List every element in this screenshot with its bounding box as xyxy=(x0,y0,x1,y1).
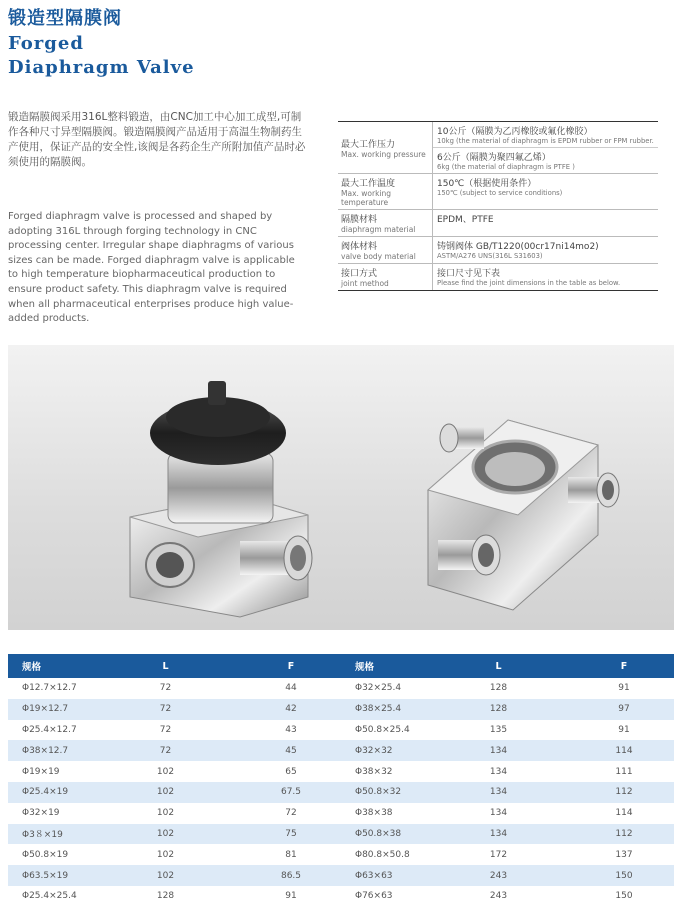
valve-illustration xyxy=(8,345,674,630)
f-cell: 111 xyxy=(615,766,633,777)
spec-cell: Φ19×12.7 xyxy=(8,699,90,720)
spec-label-cn: 接口方式 xyxy=(341,269,378,279)
f-cell: 44 xyxy=(285,683,297,694)
table-row xyxy=(8,699,674,720)
l-cell: 134 xyxy=(423,782,574,803)
f-cell: 81 xyxy=(285,849,297,860)
col-header-f: F xyxy=(241,654,341,678)
spec-value-item xyxy=(433,147,658,173)
spec-cell: Φ12.7×12.7 xyxy=(22,683,77,694)
page-title-cn: 锻造型隔膜阀 xyxy=(8,8,122,29)
f-cell: 114 xyxy=(615,808,633,819)
l-cell: 135 xyxy=(489,724,508,735)
spec-label-cn: 隔膜材料 xyxy=(341,215,378,225)
spec-cell: Φ25.4×25.4 xyxy=(22,891,77,902)
spec-value-item xyxy=(433,237,658,262)
spec-row xyxy=(338,264,658,290)
spec-cell: Φ63×63 xyxy=(341,865,423,886)
spec-value-en: Please find the joint dimensions in the table as below. xyxy=(437,279,621,287)
spec-label xyxy=(338,210,432,236)
col-header-f-2: F xyxy=(574,654,674,678)
forged-valve-body xyxy=(428,420,619,610)
spec-value-cn: 150℃（根据使用条件） xyxy=(437,179,537,189)
description-cn: 锻造隔膜阀采用316L整料锻造，由CNC加工中心加工成型,可制作各种尺寸异型隔膜阀。锻造隔膜阀产品适用于高温生物制药生产使用，保证产品的安全性,该阀是各药企生产所附加值产品时必须使用的隔膜阀。 xyxy=(8,111,306,168)
f-cell: 91 xyxy=(285,891,297,902)
l-cell: 102 xyxy=(90,824,241,845)
spec-value-cn: 接口尺寸见下表 xyxy=(437,269,501,279)
title-en-line2: Diaphragm Valve xyxy=(8,57,195,78)
table-row xyxy=(8,740,674,761)
table-row xyxy=(8,761,674,782)
table-row xyxy=(8,678,674,699)
spec-row xyxy=(338,210,658,237)
spec-value-en: 6kg (the material of diaphragm is PTFE ) xyxy=(437,163,575,171)
spec-cell: Φ25.4×12.7 xyxy=(22,724,77,735)
spec-cell: Φ80.8×50.8 xyxy=(355,849,410,860)
spec-value-en: 10kg (the material of diaphragm is EPDM rubber or FPM rubber. xyxy=(437,137,654,145)
spec-cell: Φ32×32 xyxy=(341,740,423,761)
spec-label-cn: 最大工作压力 xyxy=(341,139,396,150)
f-cell: 97 xyxy=(574,699,674,720)
spec-label-en: Max. working pressure xyxy=(341,149,426,159)
f-cell: 114 xyxy=(574,740,674,761)
spec-table xyxy=(338,121,658,291)
f-cell: 75 xyxy=(241,824,341,845)
spec-cell: Φ32×19 xyxy=(22,808,60,819)
f-cell: 150 xyxy=(615,891,633,902)
table-row xyxy=(8,782,674,803)
l-cell: 102 xyxy=(90,782,241,803)
l-cell: 134 xyxy=(423,824,574,845)
table-row xyxy=(8,865,674,886)
spec-row xyxy=(338,122,658,174)
spec-label-en: joint method xyxy=(341,279,389,288)
l-cell: 172 xyxy=(489,849,508,860)
spec-value-item xyxy=(433,210,658,227)
spec-label xyxy=(338,264,432,290)
col-header-l: L xyxy=(90,654,241,678)
f-cell: 91 xyxy=(618,724,630,735)
spec-cell: Φ32×25.4 xyxy=(355,683,402,694)
spec-value-item xyxy=(433,174,658,199)
col-header-spec-2: 规格 xyxy=(341,654,423,678)
f-cell: 150 xyxy=(574,865,674,886)
f-cell: 72 xyxy=(285,808,297,819)
dimension-table xyxy=(8,654,674,907)
f-cell: 65 xyxy=(285,766,297,777)
spec-value-cn: 10公斤（隔膜为乙丙橡胶或氟化橡胶） xyxy=(437,127,593,137)
spec-value xyxy=(432,122,658,173)
spec-label-en: Max. working temperature xyxy=(341,189,392,207)
spec-label-cn: 阀体材料 xyxy=(341,242,378,252)
f-cell: 91 xyxy=(618,683,630,694)
l-cell: 134 xyxy=(423,740,574,761)
spec-label xyxy=(338,237,432,263)
spec-cell: Φ25.4×19 xyxy=(8,782,90,803)
table-row xyxy=(8,824,674,845)
spec-value xyxy=(432,174,658,209)
description-en: Forged diaphragm valve is processed and shaped by adopting 316L through forging technology in CNC processing center. Irregular shape diaphragms of various sizes can be made. Forged diaphragm valve is applicable to high temperature biopharmaceutical production to ensure product safety. This diaphragm valve is required when all pharmaceutical enterprises produce high value-added products. xyxy=(8,211,295,325)
l-cell: 134 xyxy=(489,766,508,777)
spec-label-en: diaphragm material xyxy=(341,225,416,234)
spec-row xyxy=(338,237,658,264)
title-en-line1: Forged xyxy=(8,33,84,54)
col-header-spec: 规格 xyxy=(8,654,90,678)
col-header-l-2: L xyxy=(423,654,574,678)
f-cell: 86.5 xyxy=(241,865,341,886)
spec-value-item xyxy=(433,264,658,289)
f-cell: 67.5 xyxy=(241,782,341,803)
spec-value xyxy=(432,264,658,290)
table-row xyxy=(8,886,674,907)
l-cell: 128 xyxy=(156,891,175,902)
diaphragm-valve-assembled xyxy=(130,381,312,617)
spec-cell: Φ76×63 xyxy=(355,891,393,902)
f-cell: 45 xyxy=(241,740,341,761)
spec-value-cn: EPDM、PTFE xyxy=(437,215,494,225)
f-cell: 137 xyxy=(615,849,633,860)
spec-cell: Φ50.8×19 xyxy=(22,849,69,860)
table-row xyxy=(8,803,674,824)
spec-cell: Φ38×32 xyxy=(355,766,393,777)
l-cell: 72 xyxy=(159,683,172,694)
spec-row xyxy=(338,174,658,210)
l-cell: 72 xyxy=(90,699,241,720)
spec-cell: Φ50.8×38 xyxy=(341,824,423,845)
l-cell: 102 xyxy=(156,808,175,819)
spec-cell: Φ50.8×32 xyxy=(341,782,423,803)
table-row xyxy=(8,720,674,741)
spec-cell: Φ38×25.4 xyxy=(341,699,423,720)
table-header-row xyxy=(8,654,674,678)
l-cell: 128 xyxy=(423,699,574,720)
product-photo xyxy=(8,345,674,630)
l-cell: 243 xyxy=(489,891,508,902)
l-cell: 72 xyxy=(90,740,241,761)
table-row xyxy=(8,844,674,865)
spec-cell: Φ38×12.7 xyxy=(8,740,90,761)
spec-cell: Φ3８×19 xyxy=(8,824,90,845)
spec-label-cn: 最大工作温度 xyxy=(341,179,396,189)
l-cell: 243 xyxy=(423,865,574,886)
l-cell: 102 xyxy=(156,766,175,777)
l-cell: 128 xyxy=(489,683,508,694)
f-cell: 43 xyxy=(285,724,297,735)
spec-value xyxy=(432,210,658,236)
f-cell: 112 xyxy=(574,824,674,845)
spec-cell: Φ19×19 xyxy=(22,766,60,777)
spec-cell: Φ38×38 xyxy=(355,808,393,819)
spec-label-en: valve body material xyxy=(341,252,416,261)
spec-label xyxy=(338,174,432,209)
spec-value-cn: 铸钢阀体 GB/T1220(00cr17ni14mo2) xyxy=(437,242,599,252)
l-cell: 102 xyxy=(156,849,175,860)
spec-value-cn: 6公斤（隔膜为聚四氟乙烯） xyxy=(437,153,551,163)
spec-cell: Φ63.5×19 xyxy=(8,865,90,886)
spec-cell: Φ50.8×25.4 xyxy=(355,724,410,735)
spec-value-item xyxy=(433,122,658,147)
spec-value-en: 150℃ (subject to service conditions) xyxy=(437,189,563,197)
spec-value-en: ASTM/A276 UNS(316L S31603) xyxy=(437,252,543,260)
l-cell: 72 xyxy=(159,724,172,735)
l-cell: 134 xyxy=(489,808,508,819)
spec-value xyxy=(432,237,658,263)
f-cell: 42 xyxy=(241,699,341,720)
f-cell: 112 xyxy=(574,782,674,803)
l-cell: 102 xyxy=(90,865,241,886)
page-title-en xyxy=(8,32,195,80)
spec-label xyxy=(338,122,432,173)
